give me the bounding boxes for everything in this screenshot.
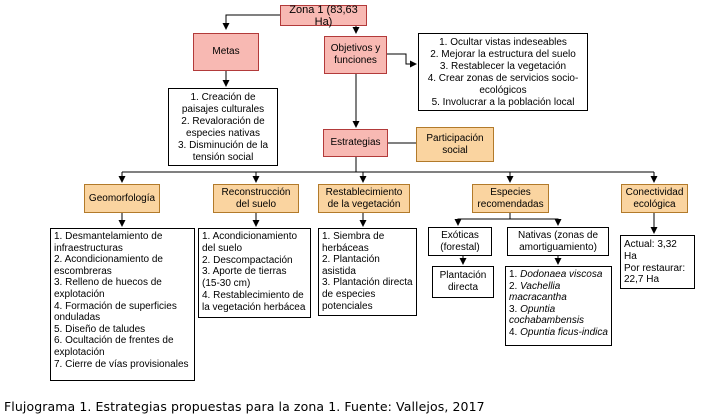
species-item: 2. Vachellia macracantha bbox=[509, 280, 567, 304]
species-item: 3. Opuntia cochabambensis bbox=[509, 303, 585, 327]
objetivos-label: Objetivos y funciones bbox=[330, 43, 381, 66]
line-zona-metas bbox=[226, 15, 280, 29]
estrategias-label: Estrategias bbox=[330, 137, 381, 148]
conectividad-label: Conectividad ecológica bbox=[625, 186, 684, 210]
geomorfologia-item: 7. Cierre de vías provisionales bbox=[54, 358, 189, 370]
geomorfologia-item: 6. Ocultación de frentes de explotación bbox=[54, 335, 174, 358]
plantacion-directa-box bbox=[432, 266, 494, 298]
zona-label: Zona 1 (83,63 Ha) bbox=[289, 3, 358, 28]
metas-label: Metas bbox=[212, 46, 240, 57]
objetivos-item: 5. Involucrar a la población local bbox=[431, 97, 575, 108]
geomorfologia-item: 5. Diseño de taludes bbox=[54, 323, 146, 335]
plantacion-directa-label: Plantación directa bbox=[439, 270, 487, 293]
objetivos-item: 2. Mejorar la estructura del suelo bbox=[430, 49, 576, 60]
reconstruccion-item: 2. Descompactación bbox=[202, 254, 293, 266]
reconstruccion-item: 1. Acondicionamiento del suelo bbox=[202, 231, 298, 254]
objetivos-item: 4. Crear zonas de servicios socio-ecológicos bbox=[427, 73, 579, 96]
species-item: 4. Opuntia ficus-indica bbox=[509, 326, 608, 338]
geomorfologia-list-box bbox=[50, 228, 195, 381]
geomorfologia-box bbox=[84, 184, 160, 213]
objetivos-item: 3. Restablecer la vegetación bbox=[439, 61, 567, 72]
metas-item: 3. Disminución de la tensión social bbox=[177, 140, 269, 163]
nativas-box bbox=[507, 227, 609, 256]
especies-box bbox=[472, 184, 549, 213]
participacion-box bbox=[416, 127, 494, 162]
geomorfologia-item: 3. Relleno de huecos de explotación bbox=[54, 277, 162, 300]
objetivos-box bbox=[324, 36, 387, 74]
reconstruccion-item: 3. Aporte de tierras (15-30 cm) bbox=[202, 266, 287, 290]
reconstruccion-list-box bbox=[198, 228, 311, 318]
participacion-label: Participación social bbox=[426, 132, 484, 156]
restablecimiento-box bbox=[318, 184, 410, 213]
exoticas-box bbox=[428, 227, 492, 256]
geomorfologia-item: 1. Desmantelamiento de infraestructuras bbox=[54, 231, 163, 254]
conectividad-actual: Actual: 3,32 Ha bbox=[624, 239, 677, 262]
nativas-list-box bbox=[505, 266, 612, 346]
reconstruccion-label: Reconstrucción del suelo bbox=[221, 186, 291, 210]
conectividad-list-box bbox=[620, 235, 695, 289]
conectividad-box bbox=[621, 184, 688, 213]
geomorfologia-item: 4. Formación de superficies onduladas bbox=[54, 300, 177, 324]
objetivos-item: 1. Ocultar vistas indeseables bbox=[439, 37, 567, 48]
restablecimiento-item: 3. Plantación directa de especies potenciales bbox=[322, 277, 413, 312]
metas-item: 2. Revaloración de especies nativas bbox=[181, 116, 265, 139]
line-objetivos-list bbox=[387, 54, 416, 64]
nativas-label: Nativas (zonas de amortiguamiento) bbox=[517, 229, 599, 253]
conectividad-restaurar: Por restaurar: 22,7 Ha bbox=[624, 262, 686, 286]
restablecimiento-item: 1. Siembra de herbáceas bbox=[322, 231, 385, 254]
metas-list-box bbox=[168, 88, 278, 166]
figure-caption: Flujograma 1. Estrategias propuestas para la zona 1. Fuente: Vallejos, 2017 bbox=[4, 399, 485, 414]
reconstruccion-box bbox=[213, 184, 299, 213]
metas-item: 1. Creación de paisajes culturales bbox=[181, 92, 265, 115]
restablecimiento-item: 2. Plantación asistida bbox=[322, 254, 380, 277]
species-item: 1. Dodonaea viscosa bbox=[509, 269, 603, 280]
exoticas-label: Exóticas (forestal) bbox=[440, 229, 480, 253]
restablecimiento-label: Restablecimiento de la vegetación bbox=[325, 186, 403, 210]
metas-box bbox=[193, 33, 259, 71]
geomorfologia-item: 2. Acondicionamiento de escombreras bbox=[54, 254, 163, 277]
especies-label: Especies recomendadas bbox=[477, 186, 544, 210]
estrategias-box bbox=[323, 129, 388, 157]
geomorfologia-label: Geomorfología bbox=[88, 192, 156, 204]
restablecimiento-list-box bbox=[318, 228, 417, 316]
zona-box bbox=[280, 5, 367, 26]
reconstruccion-item: 4. Restablecimiento de la vegetación herbácea bbox=[202, 289, 306, 313]
objetivos-list-box bbox=[418, 33, 588, 111]
